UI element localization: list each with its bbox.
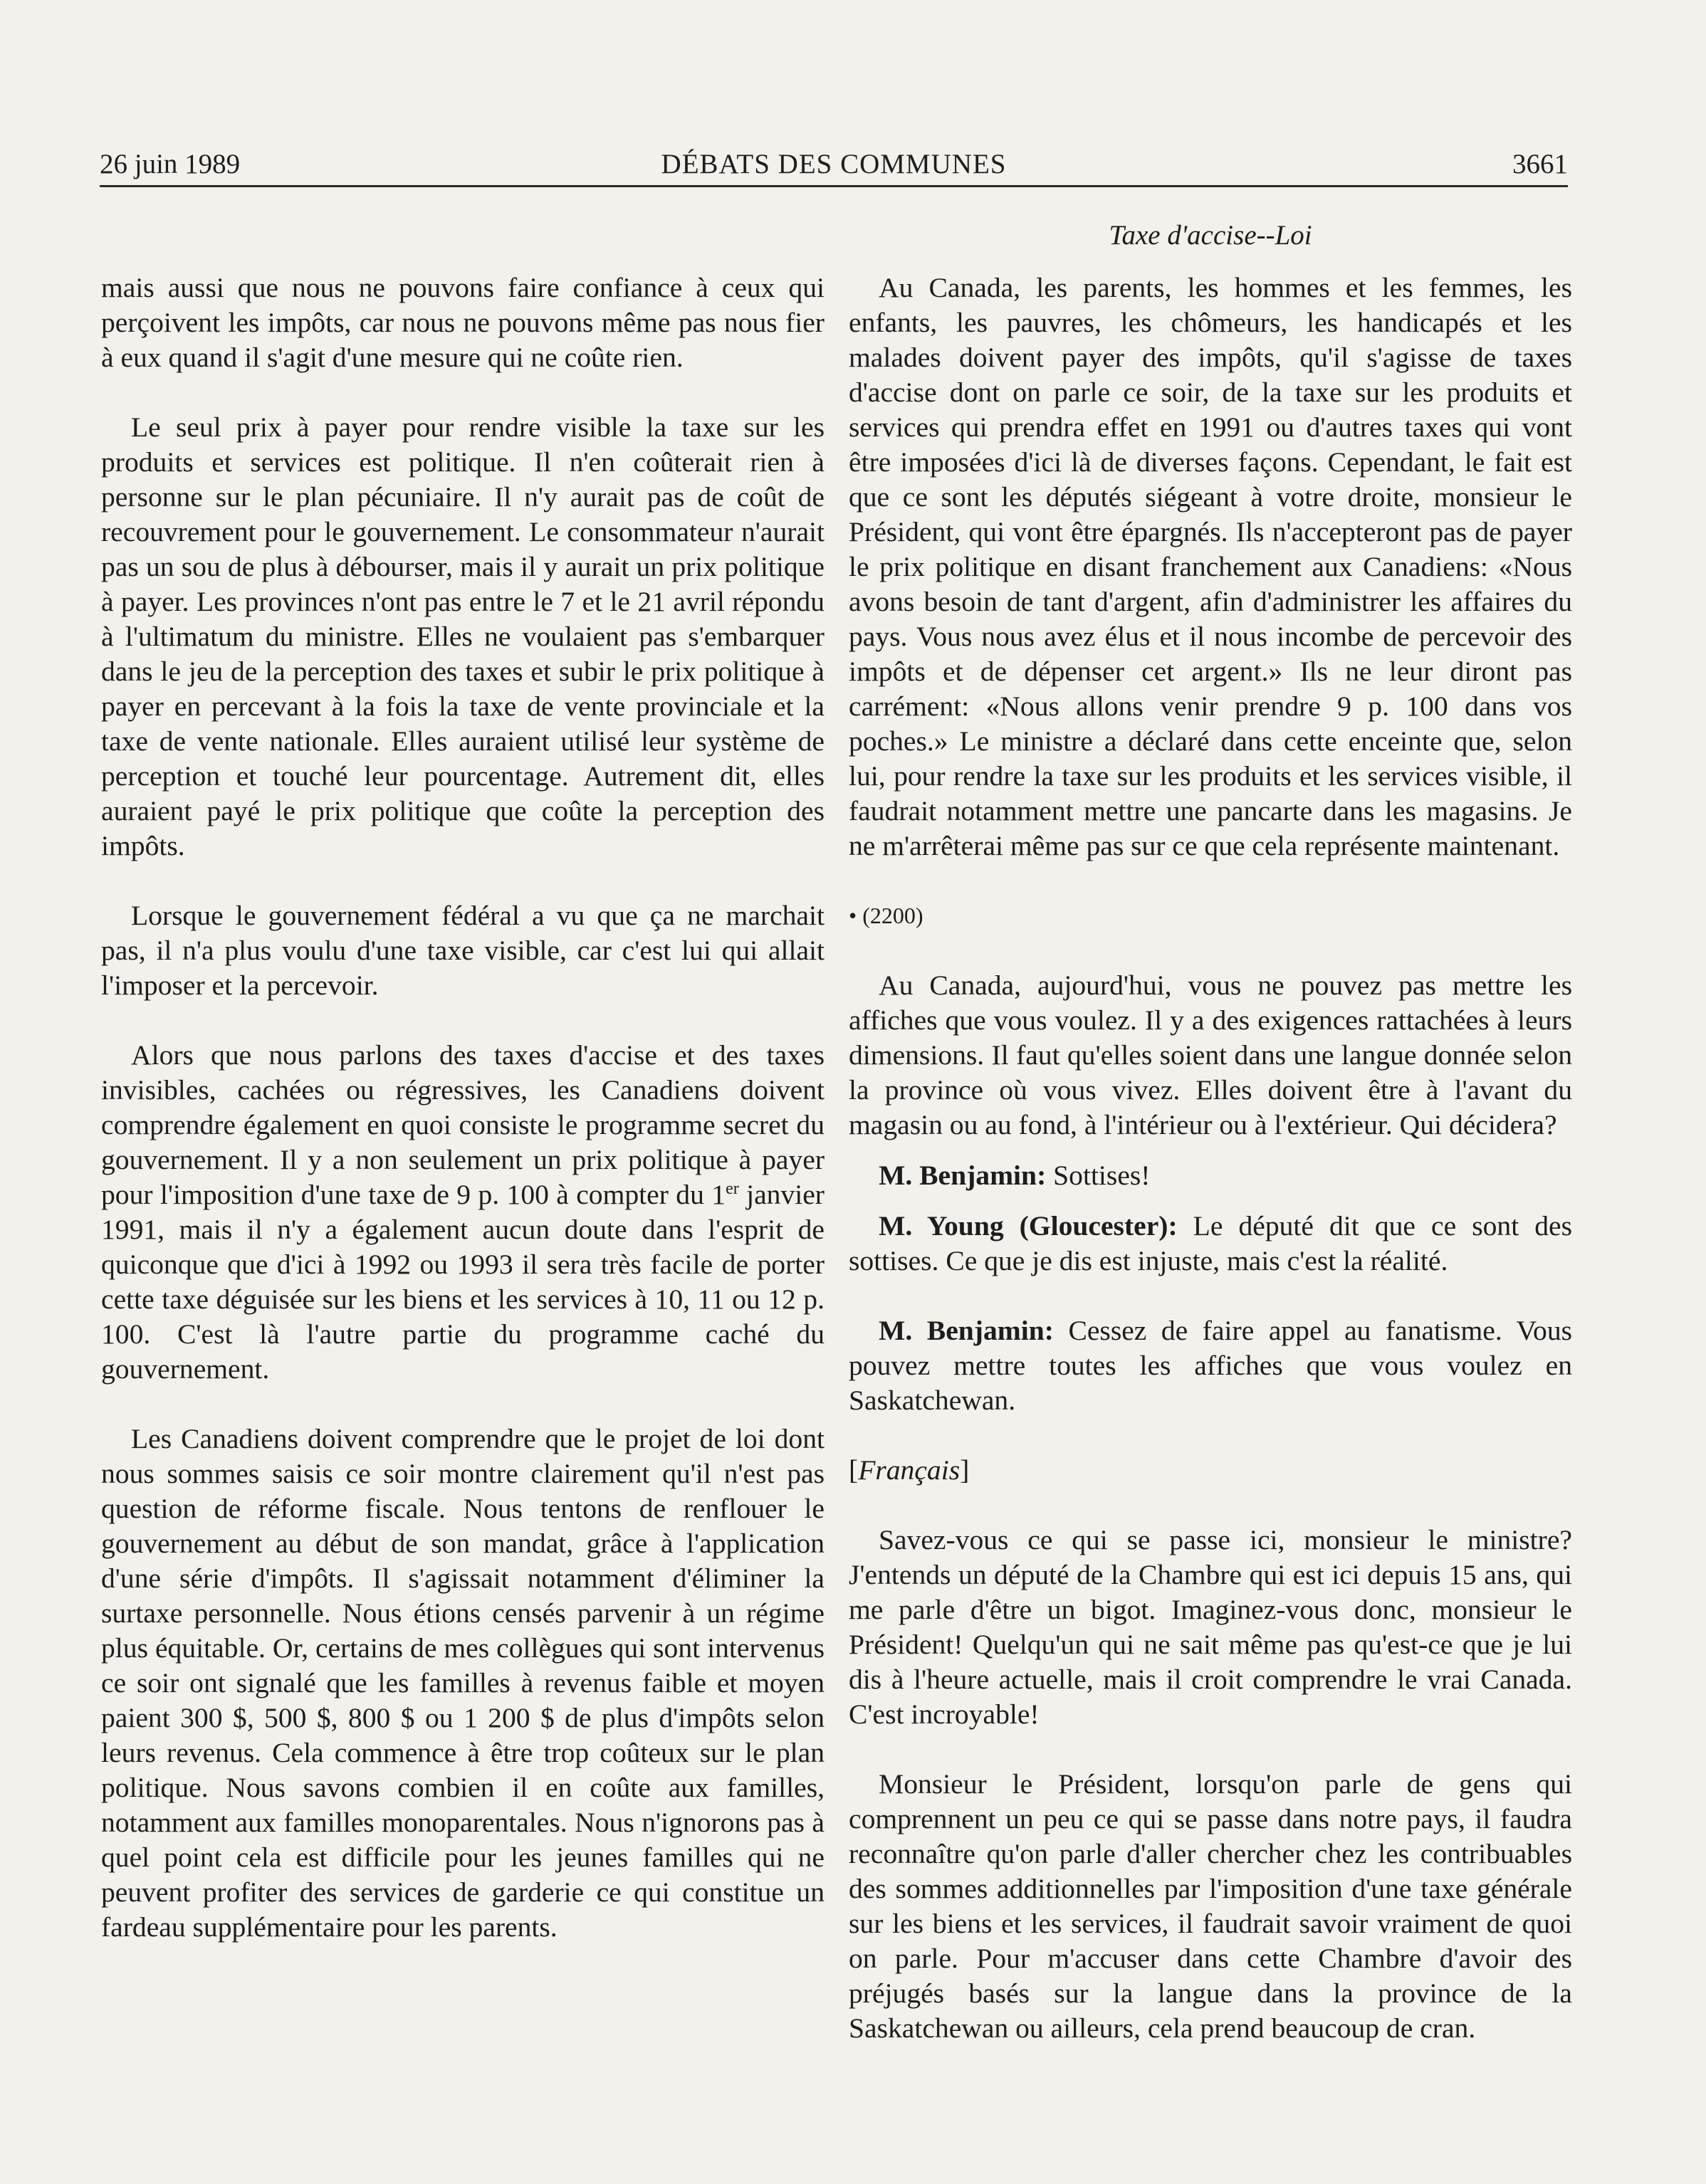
speaker-name: M. Young (Gloucester): <box>879 1210 1178 1241</box>
page-number: 3661 <box>1512 149 1568 179</box>
paragraph: Au Canada, aujourd'hui, vous ne pouvez pas mettre les affiches que vous voulez. Il y a des exigences rattachées à leurs dimensions. Il faut qu'elles soient dans une langue donnée selon la province où vous vivez. Elles doivent être à l'avant du magasin ou au fond, à l'intérieur ou à l'extérieur. Qui décidera? <box>849 970 1572 1140</box>
paragraph: Le seul prix à payer pour rendre visible la taxe sur les produits et services est politique. Il n'en coûterait rien à personne sur le plan pécuniaire. Il n'y aurait pas de coût de recouvrement pour le gouvernement. Le consommateur n'aurait pas un sou de plus à débourser, mais il y aurait un prix politique à payer. Les provinces n'ont pas entre le 7 et le 21 avril répondu à l'ultimatum du ministre. Elles ne voulaient pas s'embarquer dans le jeu de la perception des taxes et subir le prix politique à payer en percevant à la fois la taxe de vente provinciale et la taxe de vente nationale. Elles auraient utilisé leur système de perception et touché leur pourcentage. Autrement dit, elles auraient payé le prix politique que coûte la perception des impôts. <box>101 411 825 861</box>
time-marker: • (2200) <box>849 903 923 928</box>
paragraph: Monsieur le Président, lorsqu'on parle de gens qui comprennent un peu ce qui se passe dans notre pays, il faudra reconnaître qu'on parle d'aller chercher chez les contribuables des sommes additionnelles par l'imposition d'une taxe générale sur les biens et les services, il faudrait savoir vraiment de quoi on parle. Pour m'accuser dans cette Chambre d'avoir des préjugés basés sur la langue dans la province de la Saskatchewan ou ailleurs, cela prend beaucoup de cran. <box>849 1768 1572 2044</box>
speaker-intervention <box>849 1313 1572 1418</box>
language-marker <box>849 1453 1572 1488</box>
speaker-name: M. Benjamin: <box>879 1160 1047 1191</box>
page-header <box>100 142 1568 185</box>
paragraph <box>101 1038 825 1387</box>
paragraph-text: janvier 1991, mais il n'y a également aucun doute dans l'esprit de quiconque que d'ici à 1992 ou 1993 il sera très facile de porter cette taxe déguisée sur les biens et les services à 10, 11 ou 12 p. 100. C'est là l'autre partie du programme caché du gouvernement. <box>101 1179 825 1385</box>
speaker-intervention <box>849 1158 1572 1193</box>
header-title: DÉBATS DES COMMUNES <box>661 149 1007 179</box>
bracket-close: ] <box>960 1454 970 1486</box>
header-date: 26 juin 1989 <box>100 149 241 179</box>
right-column <box>849 271 1572 2081</box>
language-label: Français <box>858 1454 961 1486</box>
speaker-intervention <box>849 1209 1572 1279</box>
running-head: Taxe d'accise--Loi <box>1109 220 1312 251</box>
speaker-text: Cessez de faire appel au fanatisme. Vous pouvez mettre toutes les affiches que vous voulez en Saskatchewan. <box>849 1315 1573 1416</box>
paragraph: Les Canadiens doivent comprendre que le projet de loi dont nous sommes saisis ce soir montre clairement qu'il n'est pas question de réforme fiscale. Nous tentons de renflouer le gouvernement au début de son mandat, grâce à l'application d'une série d'impôts. Il s'agissait notamment d'éliminer la surtaxe personnelle. Nous étions censés parvenir à un régime plus équitable. Or, certains de mes collègues qui sont intervenus ce soir ont signalé que les familles à revenus faible et moyen paient 300 $, 500 $, 800 $ ou 1 200 $ de plus d'impôts selon leurs revenus. Cela commence à être trop coûteux sur le plan politique. Nous savons combien il en coûte aux familles, notamment aux familles monoparentales. Nous n'ignorons pas à quel point cela est difficile pour les jeunes familles qui ne peuvent profiter des services de garderie ce qui constitue un fardeau supplémentaire pour les parents. <box>101 1423 825 1943</box>
left-column <box>101 271 825 1980</box>
speaker-text: Le député dit que ce sont des sottises. Ce que je dis est injuste, mais c'est la réalité. <box>849 1210 1572 1276</box>
header-rule <box>100 185 1568 187</box>
paragraph: Au Canada, les parents, les hommes et les femmes, les enfants, les pauvres, les chômeurs, les handicapés et les malades doivent payer des impôts, qu'il s'agisse de taxes d'accise dont on parle ce soir, de la taxe sur les produits et services qui prendra effet en 1991 ou d'autres taxes qui vont être imposées d'ici là de diverses façons. Cependant, le fait est que ce sont les députés siégeant à votre droite, monsieur le Président, qui vont être épargnés. Ils n'accepteront pas de payer le prix politique en disant franchement aux Canadiens: «Nous avons besoin de tant d'argent, afin d'administrer les affaires du pays. Vous nous avez élus et il nous incombe de percevoir des impôts et de dépenser cet argent.» Ils ne leur diront pas carrément: «Nous allons venir prendre 9 p. 100 dans vos poches.» Le ministre a déclaré dans cette enceinte que, selon lui, pour rendre la taxe sur les produits et les services visible, il faudrait notamment mettre une pancarte dans les magasins. Je ne m'arrêterai même pas sur ce que cela représente maintenant. <box>849 272 1572 861</box>
ordinal-superscript: er <box>726 1179 739 1198</box>
speaker-text: Sottises! <box>1046 1160 1151 1191</box>
paragraph: Savez-vous ce qui se passe ici, monsieur le ministre? J'entends un député de la Chambre qui est ici depuis 15 ans, qui me parle d'être un bigot. Imaginez-vous donc, monsieur le Président! Quelqu'un qui ne sait même pas qu'est-ce que je lui dis à l'heure actuelle, mais il croit comprendre le vrai Canada. C'est incroyable! <box>849 1524 1572 1730</box>
bracket-open: [ <box>849 1454 859 1486</box>
paragraph: Lorsque le gouvernement fédéral a vu que ça ne marchait pas, il n'a plus voulu d'une taxe visible, car c'est lui qui allait l'imposer et la percevoir. <box>101 900 825 1001</box>
paragraph-text: Alors que nous parlons des taxes d'accise et des taxes invisibles, cachées ou régressives, les Canadiens doivent comprendre également en quoi consiste le programme secret du gouvernement. Il y a non seulement un prix politique à payer pour l'imposition d'une taxe de 9 p. 100 à compter du 1 <box>101 1039 825 1210</box>
paragraph: mais aussi que nous ne pouvons faire confiance à ceux qui perçoivent les impôts, car nous ne pouvons même pas nous fier à eux quand il s'agit d'une mesure qui ne coûte rien. <box>101 272 825 373</box>
speaker-name: M. Benjamin: <box>879 1315 1054 1346</box>
